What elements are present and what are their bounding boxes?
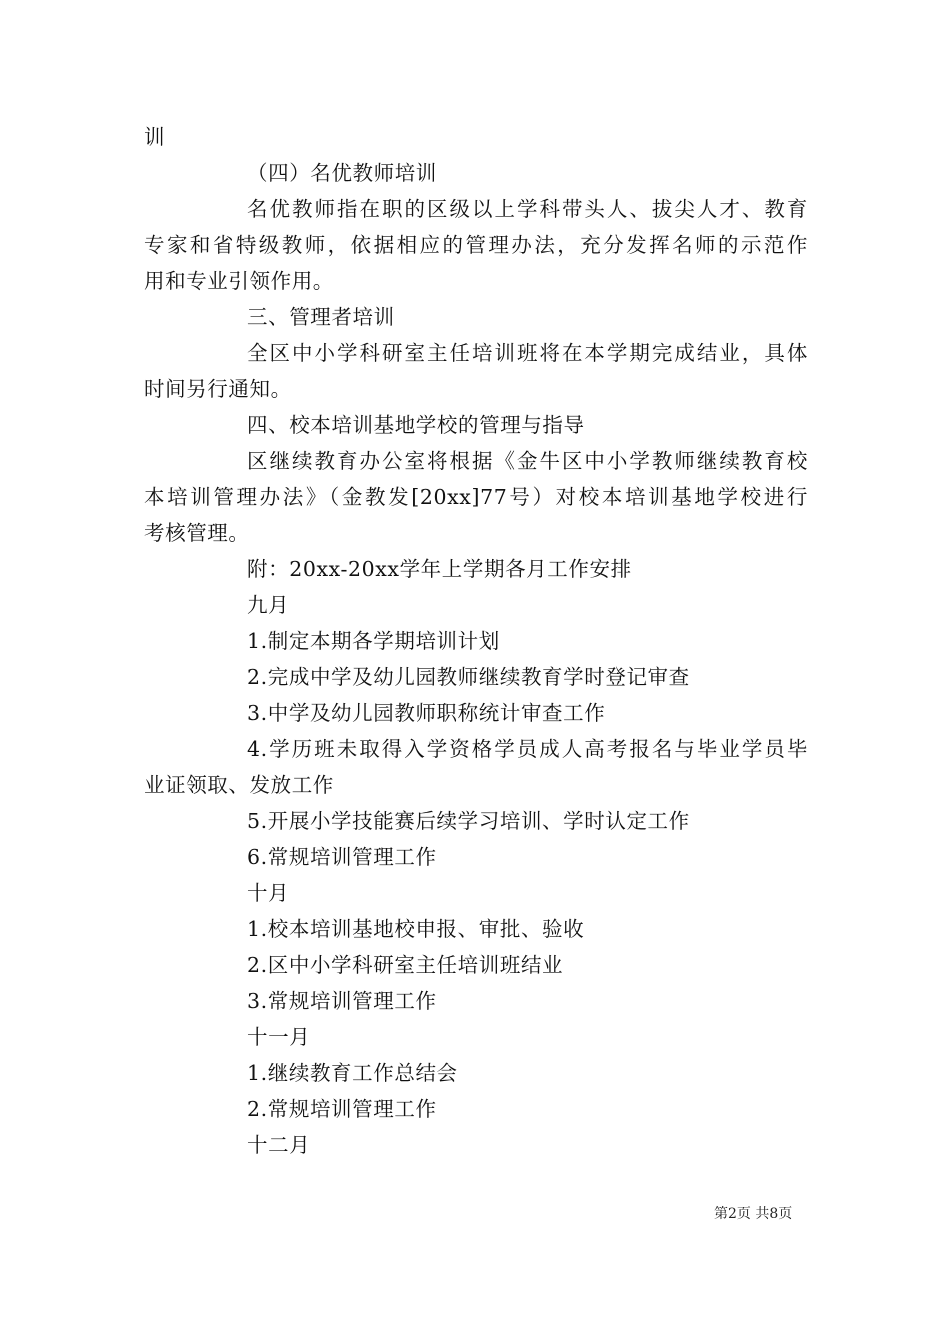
text-line: 考核管理。 [144,521,250,545]
text-line: 十二月 [247,1133,311,1157]
text-line: 用和专业引领作用。 [144,269,334,293]
document-body [144,119,808,1163]
text-line: 3.中学及幼儿园教师职称统计审查工作 [247,701,606,725]
text-line: 1.继续教育工作总结会 [247,1061,458,1085]
text-line: 名优教师指在职的区级以上学科带头人、拔尖人才、教育 [247,197,808,221]
text-line: 5.开展小学技能赛后续学习培训、学时认定工作 [247,809,690,833]
text-line: 区继续教育办公室将根据《金牛区中小学教师继续教育校 [247,449,808,473]
text-line: 6.常规培训管理工作 [247,845,437,869]
text-line: 1.制定本期各学期培训计划 [247,629,500,653]
text-line: 1.校本培训基地校申报、审批、验收 [247,917,585,941]
text-line: 3.常规培训管理工作 [247,989,437,1013]
text-line: 专家和省特级教师，依据相应的管理办法，充分发挥名师的示范作 [144,233,808,257]
page-number-footer: 第2页 共8页 [714,1206,793,1222]
text-line: 四、校本培训基地学校的管理与指导 [247,413,585,437]
text-line: 时间另行通知。 [144,377,292,401]
text-line: 2.区中小学科研室主任培训班结业 [247,953,564,977]
text-line: 十月 [247,881,290,905]
text-line: 训 [144,125,166,149]
text-line: 本培训管理办法》（金教发[20xx]77号）对校本培训基地学校进行 [144,485,808,509]
text-line: 2.完成中学及幼儿园教师继续教育学时登记审查 [247,665,690,689]
text-line: 十一月 [247,1025,311,1049]
text-line: 4.学历班未取得入学资格学员成人高考报名与毕业学员毕 [247,737,808,761]
text-line: 三、管理者培训 [247,305,395,329]
text-line: 2.常规培训管理工作 [247,1097,437,1121]
text-line: 业证领取、发放工作 [144,773,334,797]
text-line: 九月 [247,593,290,617]
text-line: （四）名优教师培训 [247,161,437,185]
text-line: 附：20xx-20xx学年上学期各月工作安排 [247,557,632,581]
text-line: 全区中小学科研室主任培训班将在本学期完成结业，具体 [247,341,808,365]
